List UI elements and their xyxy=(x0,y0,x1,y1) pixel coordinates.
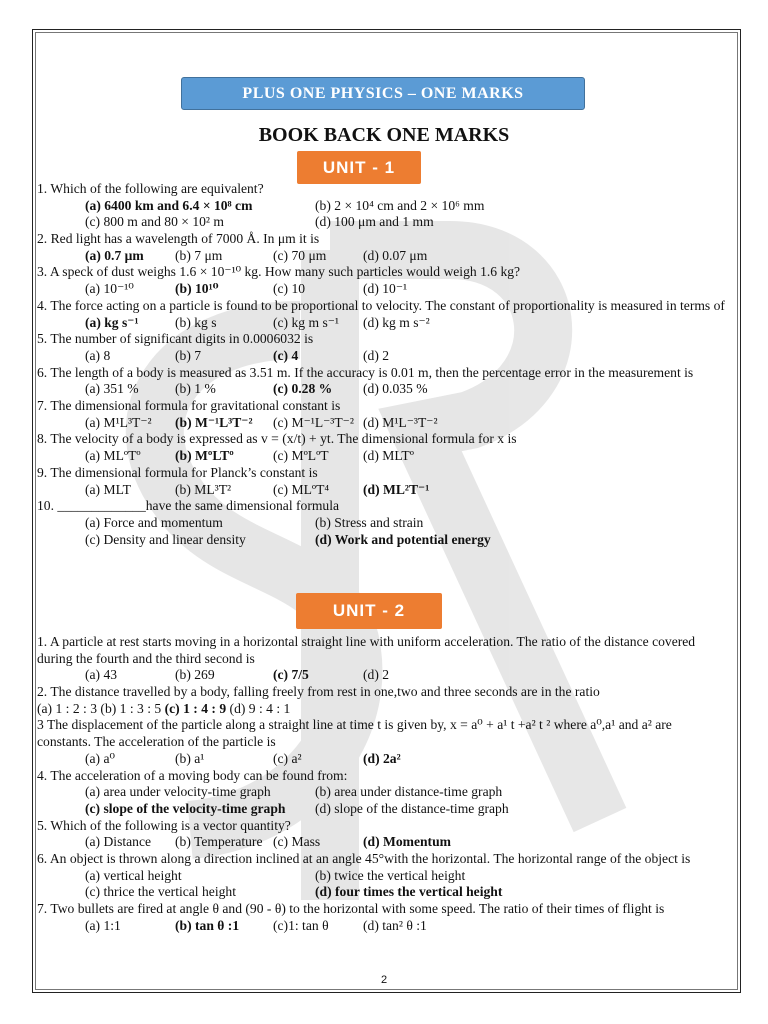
question-text: 7. The dimensional formula for gravitational constant is xyxy=(37,398,341,414)
correct-answer: (b) MºLTº xyxy=(175,448,234,464)
options-row xyxy=(37,701,727,718)
question-text: 9. The dimensional formula for Planck’s constant is xyxy=(37,464,318,480)
answer-option: (a) 1 : 2 : 3 (b) 1 : 3 : 5 xyxy=(37,700,165,716)
correct-answer: (d) Momentum xyxy=(363,834,451,850)
answer-option: (b) area under distance-time graph xyxy=(315,784,503,800)
question-text: 2. The distance travelled by a body, falling freely from rest in one,two and three seconds are in the ratio xyxy=(37,684,600,700)
options-row xyxy=(37,868,727,885)
options-row xyxy=(37,381,727,398)
answer-option: (a) a⁰ xyxy=(85,750,115,766)
answer-option: (a) area under velocity-time graph xyxy=(85,784,271,800)
answer-option: (d) M¹L⁻³T⁻² xyxy=(363,414,438,430)
correct-answer: (a) kg s⁻¹ xyxy=(85,314,139,330)
question-text: 2. Red light has a wavelength of 7000 Å. In μm it is xyxy=(37,231,320,247)
answer-option: (c) a² xyxy=(273,750,302,766)
answer-option: (a) Force and momentum xyxy=(85,514,223,530)
answer-option: (d) 2 xyxy=(363,667,390,683)
answer-option: (d) kg m s⁻² xyxy=(363,314,430,330)
correct-answer: (c) slope of the velocity-time graph xyxy=(85,800,286,816)
correct-answer: (d) 2a² xyxy=(363,750,401,766)
unit-2-questions xyxy=(37,634,727,935)
correct-answer: (c) 7/5 xyxy=(273,667,309,683)
question-text: 7. Two bullets are fired at angle θ and (90 - θ) to the horizontal with some speed. The ratio of their times of flight is xyxy=(37,901,665,917)
answer-option: (a) 351 % xyxy=(85,381,139,397)
options-row xyxy=(37,198,727,215)
question-text: 5. The number of significant digits in 0.0006032 is xyxy=(37,331,314,347)
options-row xyxy=(37,801,727,818)
answer-option: (c) 800 m and 80 × 10² m xyxy=(85,214,224,230)
answer-option: (d) 0.035 % xyxy=(363,381,428,397)
question-text: 10. _____________have the same dimensional formula xyxy=(37,498,340,514)
answer-option: (b) a¹ xyxy=(175,750,205,766)
banner-plus-one-physics: PLUS ONE PHYSICS – ONE MARKS xyxy=(181,77,585,110)
answer-option: (c) 70 μm xyxy=(273,247,327,263)
options-row xyxy=(37,448,727,465)
question-text: 1. A particle at rest starts moving in a horizontal straight line with uniform acceleration. The ratio of the distance covered during the fourth and the third second is xyxy=(37,634,696,666)
answer-option: (c)1: tan θ xyxy=(273,917,329,933)
correct-answer: (b) M⁻¹L³T⁻² xyxy=(175,414,253,430)
answer-option: (b) Temperature xyxy=(175,834,263,850)
answer-option: (a) MLºTº xyxy=(85,448,141,464)
question-text: 1. Which of the following are equivalent? xyxy=(37,181,264,196)
options-row xyxy=(37,918,727,935)
correct-answer: (b) tan θ :1 xyxy=(175,917,240,933)
answer-option: (b) kg s xyxy=(175,314,217,330)
correct-answer: (d) Work and potential energy xyxy=(315,531,491,547)
question-text: 4. The force acting on a particle is found to be proportional to velocity. The constant of proportionality is measured in terms of xyxy=(37,297,725,313)
answer-option: (d) slope of the distance-time graph xyxy=(315,800,509,816)
correct-answer: (a) 0.7 μm xyxy=(85,247,144,263)
options-row xyxy=(37,532,727,549)
question-text: 4. The acceleration of a moving body can be found from: xyxy=(37,767,348,783)
answer-option: (d) MLTº xyxy=(363,448,414,464)
answer-option: (c) M⁻¹L⁻³T⁻² xyxy=(273,414,354,430)
answer-option: (a) 10⁻¹⁰ xyxy=(85,281,134,297)
answer-option: (a) vertical height xyxy=(85,867,182,883)
correct-answer: (c) 4 xyxy=(273,347,299,363)
options-row xyxy=(37,415,727,432)
correct-answer: (a) 6400 km and 6.4 × 10⁸ cm xyxy=(85,197,253,213)
answer-option: (a) Distance xyxy=(85,834,152,850)
question-text: 8. The velocity of a body is expressed as v = (x/t) + yt. The dimensional formula for x is xyxy=(37,431,517,447)
options-row xyxy=(37,281,727,298)
options-row xyxy=(37,515,727,532)
answer-option: (c) MLºT⁴ xyxy=(273,481,330,497)
answer-option: (b) twice the vertical height xyxy=(315,867,466,883)
question-text: 3 The displacement of the particle along a straight line at time t is given by, x = a⁰ + a¹ t +a² t ² where a⁰,a¹ and a² are constants. The acceleration of the particle is xyxy=(37,717,672,750)
answer-option: (b) 7 xyxy=(175,347,202,363)
page-title: BOOK BACK ONE MARKS xyxy=(258,124,510,146)
answer-option: (c) 10 xyxy=(273,281,306,297)
options-row xyxy=(37,784,727,801)
answer-option: (b) 269 xyxy=(175,667,215,683)
answer-option: (b) 2 × 10⁴ cm and 2 × 10⁶ mm xyxy=(315,197,485,213)
question-text: 6. The length of a body is measured as 3.51 m. If the accuracy is 0.01 m, then the percentage error in the measurement is xyxy=(37,364,694,380)
answer-option: (d) 10⁻¹ xyxy=(363,281,408,297)
answer-option: (a) 1:1 xyxy=(85,917,121,933)
question-text: 5. Which of the following is a vector quantity? xyxy=(37,817,291,833)
question-text: 6. An object is thrown along a direction inclined at an angle 45°with the horizontal. The horizontal range of the object is xyxy=(37,851,691,867)
options-row xyxy=(37,884,727,901)
correct-answer: (c) 0.28 % xyxy=(273,381,333,397)
answer-option: (d) 9 : 4 : 1 xyxy=(226,700,291,716)
answer-option: (c) MºLºT xyxy=(273,448,329,464)
answer-option: (b) Stress and strain xyxy=(315,514,424,530)
answer-option: (c) Mass xyxy=(273,834,321,850)
correct-answer: (d) ML²T⁻¹ xyxy=(363,481,430,497)
answer-option: (a) 8 xyxy=(85,347,111,363)
answer-option: (b) 1 % xyxy=(175,381,216,397)
options-row xyxy=(37,751,727,768)
answer-option: (a) M¹L³T⁻² xyxy=(85,414,152,430)
correct-answer: (b) 10¹⁰ xyxy=(175,281,219,297)
options-row xyxy=(37,348,727,365)
options-row xyxy=(37,667,727,684)
answer-option: (d) 2 xyxy=(363,347,390,363)
options-row xyxy=(37,482,727,499)
page-number: 2 xyxy=(380,974,388,986)
answer-option: (a) 43 xyxy=(85,667,118,683)
options-row xyxy=(37,834,727,851)
answer-option: (d) tan² θ :1 xyxy=(363,917,427,933)
correct-answer: (d) four times the vertical height xyxy=(315,884,503,900)
options-row xyxy=(37,248,727,265)
answer-option: (b) ML³T² xyxy=(175,481,232,497)
unit-2-label: UNIT - 2 xyxy=(296,593,442,629)
unit-1-label: UNIT - 1 xyxy=(297,151,421,184)
options-row xyxy=(37,214,727,231)
unit-1-questions xyxy=(37,181,727,548)
answer-option: (c) kg m s⁻¹ xyxy=(273,314,339,330)
answer-option: (a) MLT xyxy=(85,481,131,497)
options-row xyxy=(37,315,727,332)
question-text: 3. A speck of dust weighs 1.6 × 10⁻¹⁰ kg. How many such particles would weigh 1.6 kg? xyxy=(37,264,521,280)
answer-option: (d) 100 μm and 1 mm xyxy=(315,214,434,230)
answer-option: (c) thrice the vertical height xyxy=(85,884,236,900)
answer-option: (b) 7 μm xyxy=(175,247,223,263)
answer-option: (c) Density and linear density xyxy=(85,531,246,547)
answer-option: (d) 0.07 μm xyxy=(363,247,428,263)
correct-answer: (c) 1 : 4 : 9 xyxy=(164,700,227,716)
